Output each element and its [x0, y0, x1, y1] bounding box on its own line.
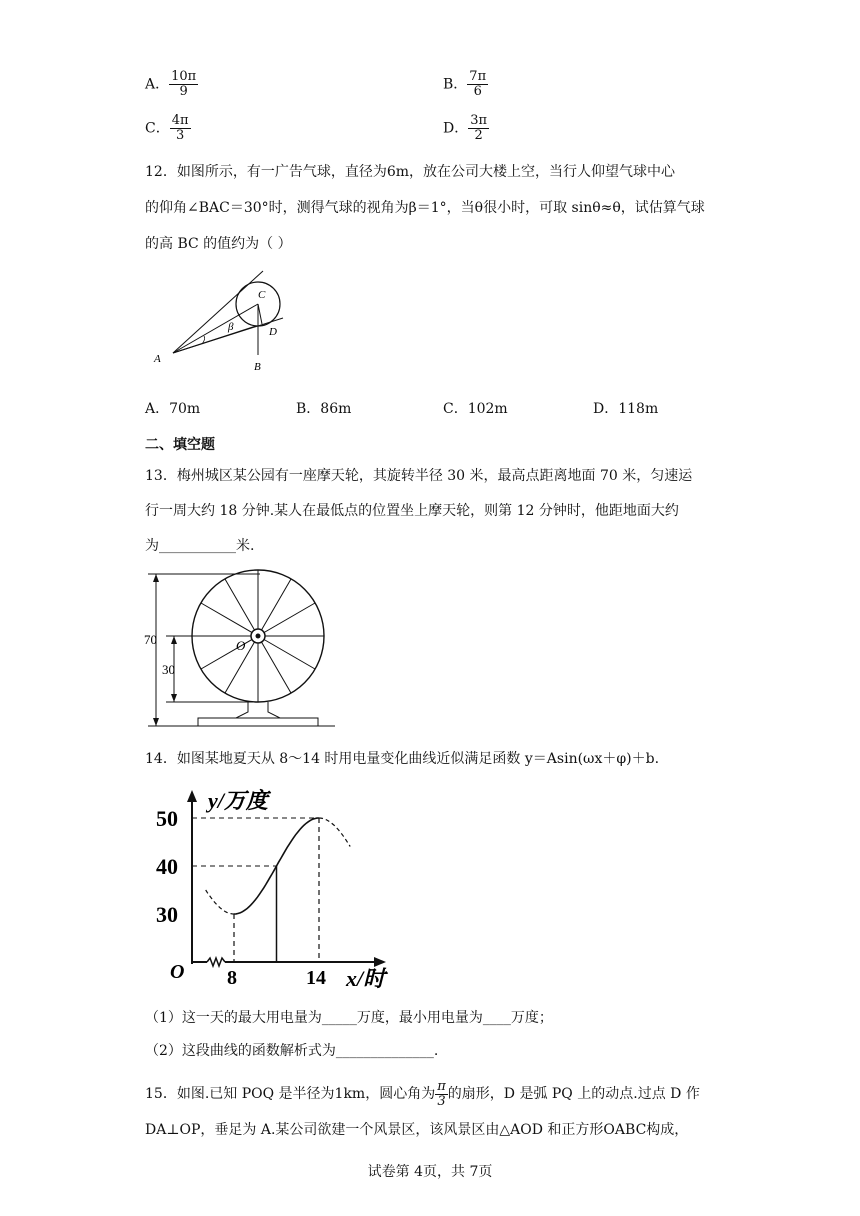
q12-option-b: B．86m — [296, 401, 352, 417]
y-tick-label-40: 40 — [156, 854, 178, 879]
q13-line-2: 行一周大约 18 分钟.某人在最低点的位置坐上摩天轮，则第 12 分钟时，他距地面大约 — [145, 503, 679, 519]
x-tick-label-8: 8 — [227, 967, 237, 989]
q12-option-a: A．70m — [145, 401, 201, 417]
power-usage-chart — [150, 784, 400, 994]
q12-option-c: C．102m — [443, 401, 508, 417]
label-beta: β — [228, 321, 234, 333]
q12-option-d: D．118m — [593, 401, 659, 417]
label-a: A — [154, 353, 161, 365]
ferris-wheel-figure — [140, 566, 340, 732]
line-ac — [173, 304, 258, 353]
label-b: B — [254, 361, 261, 373]
arrow-up-70 — [153, 574, 159, 582]
q15-line-2: DA⊥OP，垂足为 A.某公司欲建一个风景区，该风景区由△AOD 和正方形OABC构成， — [145, 1122, 689, 1138]
line-cd — [258, 304, 262, 324]
q15-text-a: 15．如图.已知 POQ 是半径为1km，圆心角为 — [145, 1086, 436, 1102]
q11-option-a: A． $\frac{10\pi}{9}$ — [145, 69, 197, 99]
y-tick-label-50: 50 — [156, 806, 178, 831]
hub-inner — [256, 634, 261, 639]
q14-sub-1: （1）这一天的最大用电量为_____万度，最小用电量为____万度； — [145, 1010, 553, 1026]
axis-break — [207, 958, 225, 966]
chart-guides — [192, 818, 350, 962]
q12-balloon-figure — [148, 266, 288, 378]
fraction: $\frac{4\pi}{3}$ — [171, 113, 189, 143]
y-tick-label-30: 30 — [156, 902, 178, 927]
page-footer: 试卷第 4页，共 7页 — [367, 1164, 493, 1180]
fraction: $\frac{\pi}{3}$ — [437, 1078, 446, 1109]
arrow-down-70 — [153, 718, 159, 726]
arrow-down-30 — [171, 694, 177, 702]
q13-line-3: 为___________米. — [145, 538, 255, 554]
fraction: $\frac{7\pi}{6}$ — [469, 69, 487, 99]
series-line-dashed-left — [206, 890, 234, 914]
q12-line-1: 12．如图所示，有一广告气球，直径为6m，放在公司大楼上空，当行人仰望气球中心 — [145, 164, 675, 180]
arrow-up-30 — [171, 636, 177, 644]
label-30: 30 — [162, 662, 175, 677]
fraction: $\frac{10\pi}{9}$ — [171, 69, 197, 99]
label-70: 70 — [144, 632, 157, 647]
section-title: 二、填空题 — [145, 437, 215, 453]
q11-option-d: D． $\frac{3\pi}{2}$ — [443, 113, 488, 143]
label-o: O — [236, 638, 246, 653]
x-tick-label-14: 14 — [306, 967, 326, 989]
label-d: D — [269, 326, 277, 338]
origin-label: O — [170, 961, 185, 983]
q15-line-1 — [145, 1076, 700, 1112]
series-line-dashed-right — [319, 818, 350, 847]
y-axis-label: y/万度 — [208, 788, 268, 813]
fraction: $\frac{3\pi}{2}$ — [470, 113, 488, 143]
y-axis-arrow — [187, 790, 197, 802]
q13-line-1: 13．梅州城区某公园有一座摩天轮，其旋转半径 30 米，最高点距离地面 70 米，匀速运 — [145, 468, 693, 484]
label-c: C — [258, 289, 266, 301]
q11-option-c: C． $\frac{4\pi}{3}$ — [145, 113, 189, 143]
wheel-base — [198, 702, 318, 726]
q12-line-2: 的仰角∠BAC＝30°时，测得气球的视角为β＝1°，当θ很小时，可取 sinθ≈θ，试估算气球 — [145, 200, 705, 216]
q12-line-3: 的高 BC 的值约为（ ） — [145, 236, 292, 252]
q14-sub-2: （2）这段曲线的函数解析式为______________. — [145, 1043, 439, 1059]
q15-text-b: 的扇形，D 是弧 PQ 上的动点.过点 D 作 — [447, 1086, 700, 1102]
q11-option-b: B． $\frac{7\pi}{6}$ — [443, 69, 487, 99]
q14-line-1: 14．如图某地夏天从 8～14 时用电量变化曲线近似满足函数 y＝Asin(ωx＋φ)＋b. — [145, 751, 660, 767]
x-axis-label: x/时 — [346, 966, 386, 991]
line-ad — [173, 326, 256, 353]
